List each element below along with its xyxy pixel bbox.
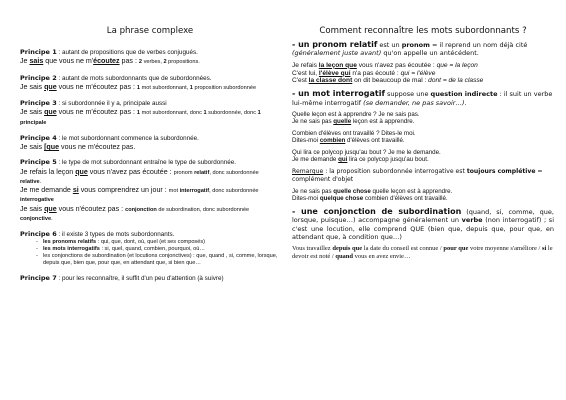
section-relative-pronoun: - un pronom relatif est un pronom = il reprend un nom déjà cité (généralement juste avant) qu'on appelle un antécédent. bbox=[292, 40, 528, 58]
subordinant-types-list bbox=[36, 239, 280, 267]
section-interrogative-word: - un mot interrogatif suppose une question indirecte : il suit un verbe lui-même interrogatif (se demander, ne pas savoir…). bbox=[292, 89, 553, 107]
principle-3: Principe 3 : si subordonnée il y a, principale aussi Je sais que vous ne m'écoutez pas : 1 mot subordonnant, donc 1 subordonnée, donc 1 principale bbox=[20, 99, 261, 126]
principle-5: Principe 5 : le type de mot subordonnant entraîne le type de subordonnée. Je refais la leçon que vous n'avez pas écoutée : pronom relatif, donc subordonnée relative. Je me demande si vous comprendrez un jour : mot interrogatif, donc subordonnée interrogative Je sais que vous n'écoutez pas : conjonction de subordination, donc subordonnée conjonctive. bbox=[20, 158, 259, 222]
list-item: - les mots interrogatifs : si, quel, quand, combien, pourquoi, où… bbox=[36, 246, 280, 253]
examples-conjunction: Vous travaillez depuis que la date du conseil est connue / pour que votre moyenne s'améliore / si le devoir est noté / quand vous en avez envie… bbox=[292, 245, 553, 261]
right-column bbox=[292, 0, 554, 400]
principle-7: Principe 7 : pour les reconnaître, il suffit d'un peu d'attention (à suivre) bbox=[20, 274, 224, 283]
list-item: - les pronoms relatifs : qui, que, dont, où, quel (et ses composés) bbox=[36, 239, 280, 246]
remark: Remarque : la proposition subordonnée interrogative est toujours complétive = complément d'objet bbox=[292, 168, 543, 184]
left-column bbox=[20, 0, 280, 400]
principle-1: Principe 1 : autant de propositions que de verbes conjugués. Je sais que vous ne m'écoutez pas : 2 verbes, 2 propositions. bbox=[20, 48, 200, 66]
principle-2: Principe 2 : autant de mots subordonnants que de subordonnées. Je sais que vous ne m'écoutez pas : 1 mot subordonnant, 1 proposition subordonnée bbox=[20, 73, 257, 91]
principle-4: Principe 4 : le mot subordonnant commence la subordonnée. Je sais [que vous ne m'écoutez pas. bbox=[20, 133, 199, 151]
section-conjunction: - une conjonction de subordination (quand, si, comme, que, lorsque, puisque…) accompagne généralement un verbe (non interrogatif) ; si c'est une locution, elle comprend QUE (bien que, depuis que, pour que, en attendant que, à condition que…) bbox=[292, 206, 554, 242]
right-title: Comment reconnaître les mots subordonnants ? bbox=[319, 26, 527, 36]
left-title: La phrase complexe bbox=[106, 26, 194, 36]
examples-relative: Je refais la leçon que vous n'avez pas écoutée : que = la leçon C'est lui, l'élève qui n'a pas écouté : qui = l'élève C'est la classe dont on dit beaucoup de mal : dont = de la classe bbox=[292, 61, 484, 85]
principle-6: Principe 6 : il existe 3 types de mots subordonnants. - les pronoms relatifs : qui, que, dont, où, quel (et ses composés) - les mots interrogatifs : si, quel, quand, combien, pourquoi, où… - les conjonctions de subordination (et locutions conjonctives) : que, quand , si, comme, lorsque, depuis que, bien que, pour que, en attendant que, si bien que… bbox=[20, 230, 280, 267]
examples-interrogative: Quelle leçon est à apprendre ? Je ne sais pas. Je ne sais pas quelle leçon est à apprendre. Combien d'élèves ont travaillé ? Dites-le moi. Dites-moi combien d'élèves ont travaillé. Qui lira ce polycop jusqu'au bout ? Je me le demande. Je me demande qui lira ce polycop jusqu'au bout. bbox=[292, 111, 441, 164]
list-item: - les conjonctions de subordination (et locutions conjonctives) : que, quand , si, comme, lorsque, depuis que, bien que, pour que, en attendant que, si bien que… bbox=[36, 253, 280, 267]
examples-completive: Je ne sais pas quelle chose quelle leçon est à apprendre. Dites-moi quelque chose combien d'élèves ont travaillé. bbox=[292, 188, 453, 203]
